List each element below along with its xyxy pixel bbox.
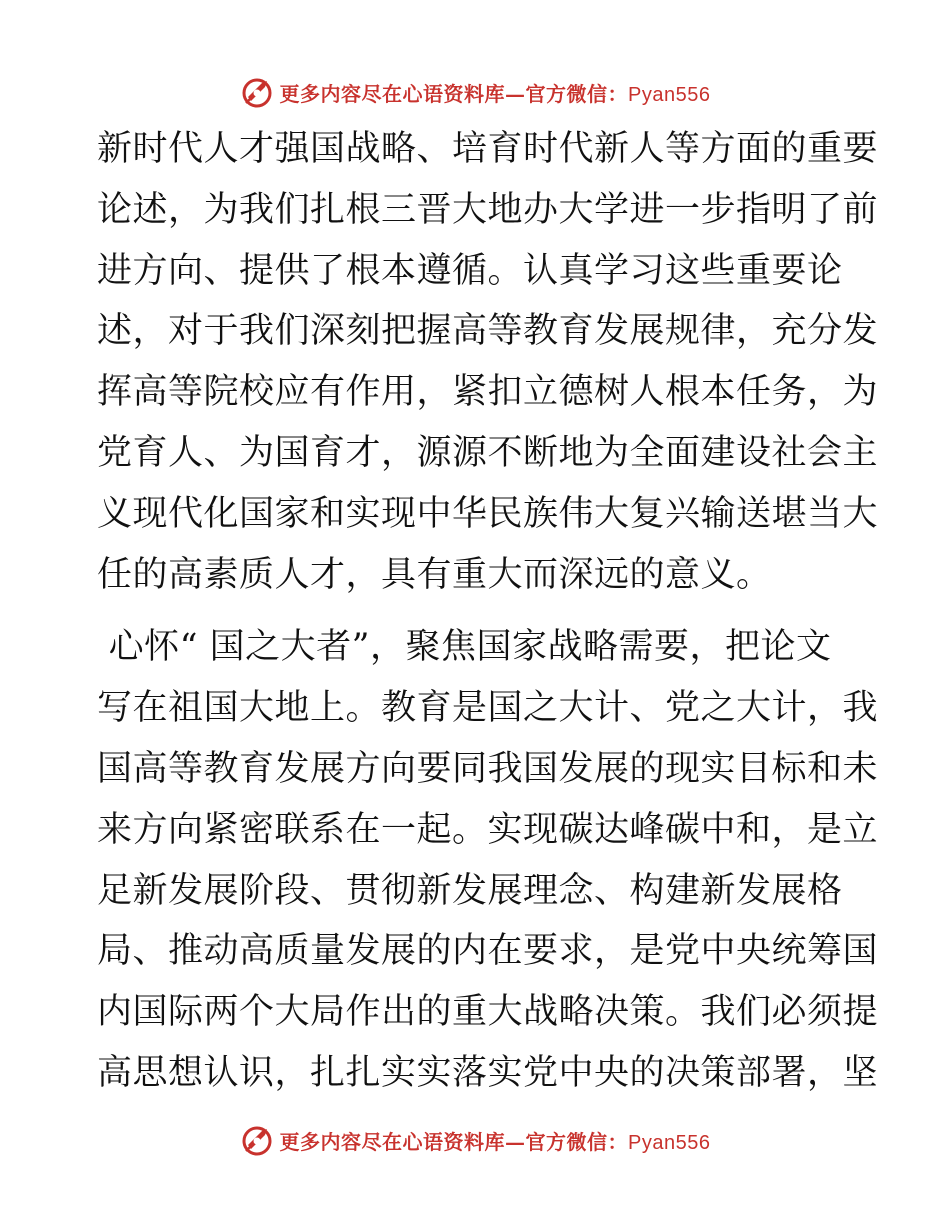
text-line: 论述，为我们扎根三晋大地办大学进一步指明了前 bbox=[97, 189, 879, 230]
text-line: 新时代人才强国战略、培育时代新人等方面的重要 bbox=[97, 129, 879, 169]
text-line: 足新发展阶段、贯彻新发展理念、构建新发展格 bbox=[97, 870, 843, 911]
text-line: 进方向、提供了根本遵循。认真学习这些重要论 bbox=[97, 250, 843, 291]
text-line: 义现代化国家和实现中华民族伟大复兴输送堪当大 bbox=[97, 493, 879, 534]
footer-separator: — bbox=[505, 1129, 526, 1154]
footer-banner-text bbox=[280, 1126, 711, 1155]
paragraph-1 bbox=[97, 124, 879, 600]
footer-wechat-label: 官方微信： bbox=[525, 1129, 629, 1154]
text-line: 党育人、为国育才，源源不断地为全面建设社会主 bbox=[97, 432, 879, 473]
document-body bbox=[97, 124, 879, 1109]
text-line: 心怀“ 国之大者”，聚焦国家战略需要，把论文 bbox=[97, 627, 832, 668]
pen-nib-logo-icon bbox=[240, 75, 274, 109]
paragraph-gap bbox=[97, 610, 853, 622]
text-line: 述，对于我们深刻把握高等教育发展规律，充分发 bbox=[97, 311, 879, 352]
text-line: 挥高等院校应有作用，紧扣立德树人根本任务，为 bbox=[97, 372, 879, 413]
header-banner-text bbox=[280, 78, 711, 107]
text-line: 来方向紧密联系在一起。实现碳达峰碳中和，是立 bbox=[97, 809, 879, 850]
text-line: 国高等教育发展方向要同我国发展的现实目标和未 bbox=[97, 748, 879, 789]
pen-nib-logo-icon bbox=[240, 1123, 274, 1157]
text-line: 高思想认识，扎扎实实落实党中央的决策部署，坚 bbox=[97, 1052, 879, 1093]
header-wechat-id: Pyan556 bbox=[628, 83, 711, 106]
footer-wechat-id: Pyan556 bbox=[628, 1131, 711, 1154]
text-line: 局、推动高质量发展的内在要求，是党中央统筹国 bbox=[97, 931, 879, 972]
text-line: 任的高素质人才，具有重大而深远的意义。 bbox=[97, 554, 772, 595]
text-line: 写在祖国大地上。教育是国之大计、党之大计，我 bbox=[97, 688, 879, 729]
header-wechat-label: 官方微信： bbox=[525, 81, 629, 106]
header-banner bbox=[0, 72, 950, 112]
paragraph-2 bbox=[97, 622, 879, 1098]
footer-banner bbox=[0, 1120, 950, 1160]
footer-brand: 更多内容尽在心语资料库 bbox=[279, 1129, 506, 1154]
text-line: 内国际两个大局作出的重大战略决策。我们必须提 bbox=[97, 992, 879, 1033]
header-brand: 更多内容尽在心语资料库 bbox=[279, 81, 506, 106]
header-separator: — bbox=[505, 81, 526, 106]
